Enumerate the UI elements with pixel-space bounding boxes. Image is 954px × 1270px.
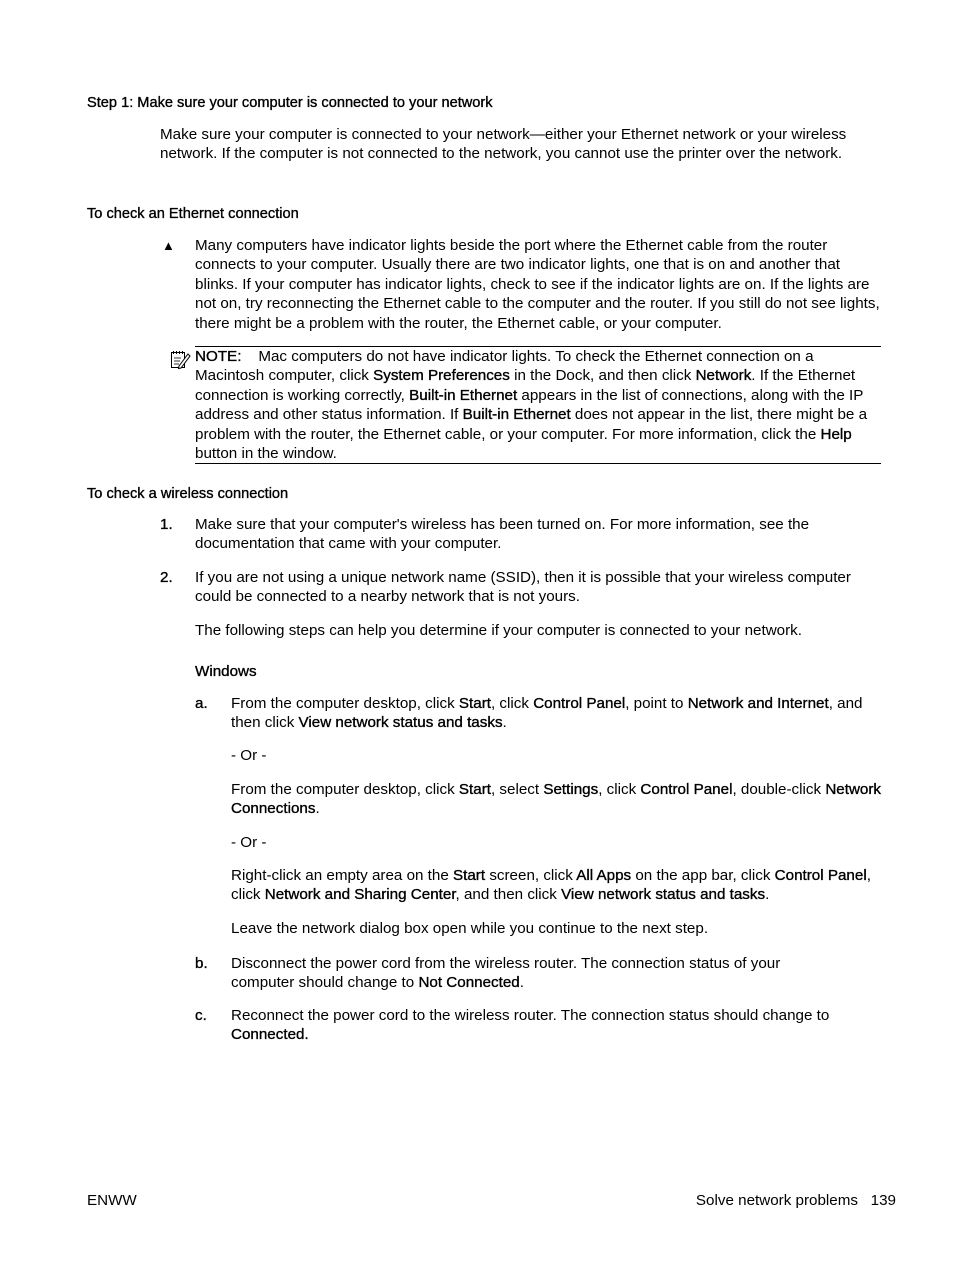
step1-body: Make sure your computer is connected to your network—either your Ethernet network or your wireless network. If the computer is not connected to the network, you cannot use the printer over the network. [160,126,847,163]
ui-built-in-ethernet: Built-in Ethernet [409,386,518,404]
step-a-option-1: From the computer desktop, click Start, click Control Panel, point to Network and Internet, and then click View network status and tasks. [231,695,863,732]
ethernet-bullet-text: Many computers have indicator lights beside the port where the Ethernet cable from the router connects to your computer. Usually there are two indicator lights, one that is on and another that blinks. If your computer has indicator lights, check to see if the indicator lights are on. If the lights are not on, try reconnecting the Ethernet cable to the computer and the router. If you still do not see lights, there might be a problem with the router, the Ethernet cable, or your computer. [195,237,880,332]
windows-heading: Windows [195,663,257,680]
list-letter: b. [195,955,208,972]
ui-network-connections: Network Connections [231,781,882,818]
ethernet-heading: To check an Ethernet connection [87,206,299,222]
ui-view-network-status: View network status and tasks [298,714,503,732]
ui-network: Network [695,367,752,385]
ui-built-in-ethernet: Built-in Ethernet [462,406,571,424]
wireless-step-1-text: Make sure that your computer's wireless has been turned on. For more information, see the documentation that came with your computer. [195,516,810,553]
ui-system-preferences: System Preferences [373,367,510,385]
footer-right [696,1191,896,1210]
footer-section-title: Solve network problems [695,1192,858,1209]
or-separator: - Or - [231,747,267,764]
ui-control-panel: Control Panel [774,867,867,884]
note-bottom-rule [195,463,881,464]
note-label: NOTE: [195,348,242,365]
step1-heading: Step 1: Make sure your computer is connected to your network [87,95,493,111]
step-b-text: Disconnect the power cord from the wireless router. The connection status of your computer should change to Not Connected. [231,955,781,992]
note-pencil-icon [169,349,191,371]
wireless-step-2-text: If you are not using a unique network name (SSID), then it is possible that your wireless computer could be connected to a nearby network that is not yours. [195,569,851,606]
footer-left: ENWW [87,1192,137,1209]
step-a-option-2: From the computer desktop, click Start, select Settings, click Control Panel, double-click Network Connections. [231,781,882,818]
following-steps-text: The following steps can help you determine if your computer is connected to your network. [195,622,802,639]
ui-control-panel: Control Panel [640,781,733,798]
ui-help: Help [820,425,852,443]
wireless-heading: To check a wireless connection [87,486,289,502]
step-c-text: Reconnect the power cord to the wireless router. The connection status should change to Connected. [231,1007,830,1044]
ui-settings: Settings [543,781,599,798]
ui-start: Start [458,695,491,712]
ui-start: Start [458,781,491,798]
ui-control-panel: Control Panel [533,695,626,712]
or-separator: - Or - [231,834,267,851]
bullet-triangle-icon: ▲ [162,238,175,253]
ui-start: Start [453,867,486,884]
ui-connected: Connected. [231,1026,309,1044]
list-number: 2. [160,569,173,586]
ui-network-and-sharing-center: Network and Sharing Center [264,886,456,904]
leave-dialog-open-text: Leave the network dialog box open while you continue to the next step. [231,920,709,937]
ui-not-connected: Not Connected [418,974,520,992]
ui-network-and-internet: Network and Internet [687,695,829,712]
note-text: NOTE: Mac computers do not have indicator lights. To check the Ethernet connection on a Macintosh computer, click System Preferences in the Dock, and then click Network. If the Ethernet connection is working correctly, Built-in Ethernet appears in the list of connections, along with the IP address and other status information. If Built-in Ethernet does not appear in the list, there might be a problem with the router, the Ethernet cable, or your computer. For more information, click the Help button in the window. [195,348,868,463]
list-letter: c. [195,1007,207,1024]
list-letter: a. [195,695,208,712]
list-number: 1. [160,516,173,533]
page-number: 139 [870,1192,896,1209]
step-a-option-3: Right-click an empty area on the Start screen, click All Apps on the app bar, click Control Panel, click Network and Sharing Center, and then click View network status and tasks. [231,867,871,904]
ui-view-network-status: View network status and tasks [561,886,766,904]
ui-all-apps: All Apps [576,867,632,884]
